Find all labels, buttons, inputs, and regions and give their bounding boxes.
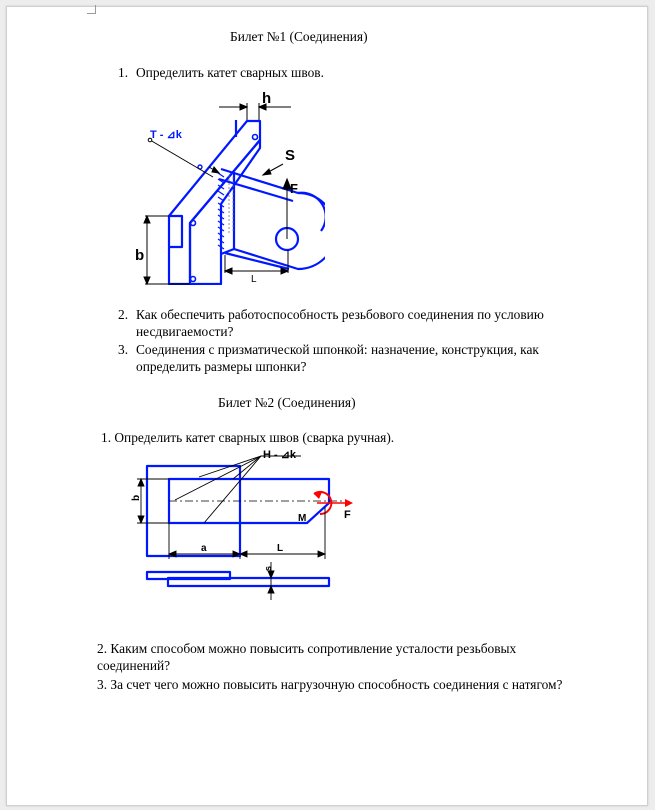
document-page xyxy=(6,6,648,806)
ticket2-q1-text: 1. Определить катет сварных швов (сварка ручная). xyxy=(101,430,395,445)
ticket1-weld-figure xyxy=(135,81,325,285)
ticket2-q2-line2: соединений? xyxy=(97,658,171,673)
ticket1-q3-number: 3. xyxy=(118,342,129,357)
ticket1-q2-line1: Как обеспечить работоспособность резьбового соединения по условию xyxy=(136,307,544,322)
crop-mark-top-left xyxy=(87,5,96,14)
ticket2-q3-text: 3. За счет чего можно повысить нагрузочную способность соединения с натягом? xyxy=(97,677,563,692)
dim-s-label: S xyxy=(285,147,296,164)
ticket1-q2-number: 2. xyxy=(118,307,129,322)
ticket1-q3-line1: Соединения с призматической шпонкой: назначение, конструкция, как xyxy=(136,342,539,357)
ticket1-q3-line2: определить размеры шпонки? xyxy=(136,359,307,374)
force-f-label: F xyxy=(290,181,298,196)
dim-l-label-2: L xyxy=(277,543,284,554)
ticket1-q1-text: Определить катет сварных швов. xyxy=(136,65,324,80)
ticket1-q2-line2: несдвигаемости? xyxy=(136,324,234,339)
ticket2-weld-figure xyxy=(125,445,365,607)
dim-h-label: h xyxy=(262,90,272,107)
weld-symbol-label: Т - ⊿k xyxy=(150,129,182,141)
ticket1-q1-number: 1. xyxy=(118,65,129,80)
weld-symbol-label-2: Н - ⊿k xyxy=(263,449,297,461)
moment-m-label: M xyxy=(298,513,307,524)
dim-b-label: b xyxy=(135,247,145,264)
force-f-label-2: F xyxy=(344,509,351,521)
dim-b-label-2: b xyxy=(131,494,142,501)
ticket2-title: Билет №2 (Соединения) xyxy=(218,395,356,410)
ticket2-q2-line1: 2. Каким способом можно повысить сопротивление усталости резьбовых xyxy=(97,641,517,656)
dim-s-label-2: s xyxy=(263,565,273,571)
inclined-plate-front xyxy=(169,121,260,284)
dim-a-label: a xyxy=(201,543,207,554)
ticket1-title: Билет №1 (Соединения) xyxy=(230,29,368,44)
dim-l-label: L xyxy=(251,274,257,285)
